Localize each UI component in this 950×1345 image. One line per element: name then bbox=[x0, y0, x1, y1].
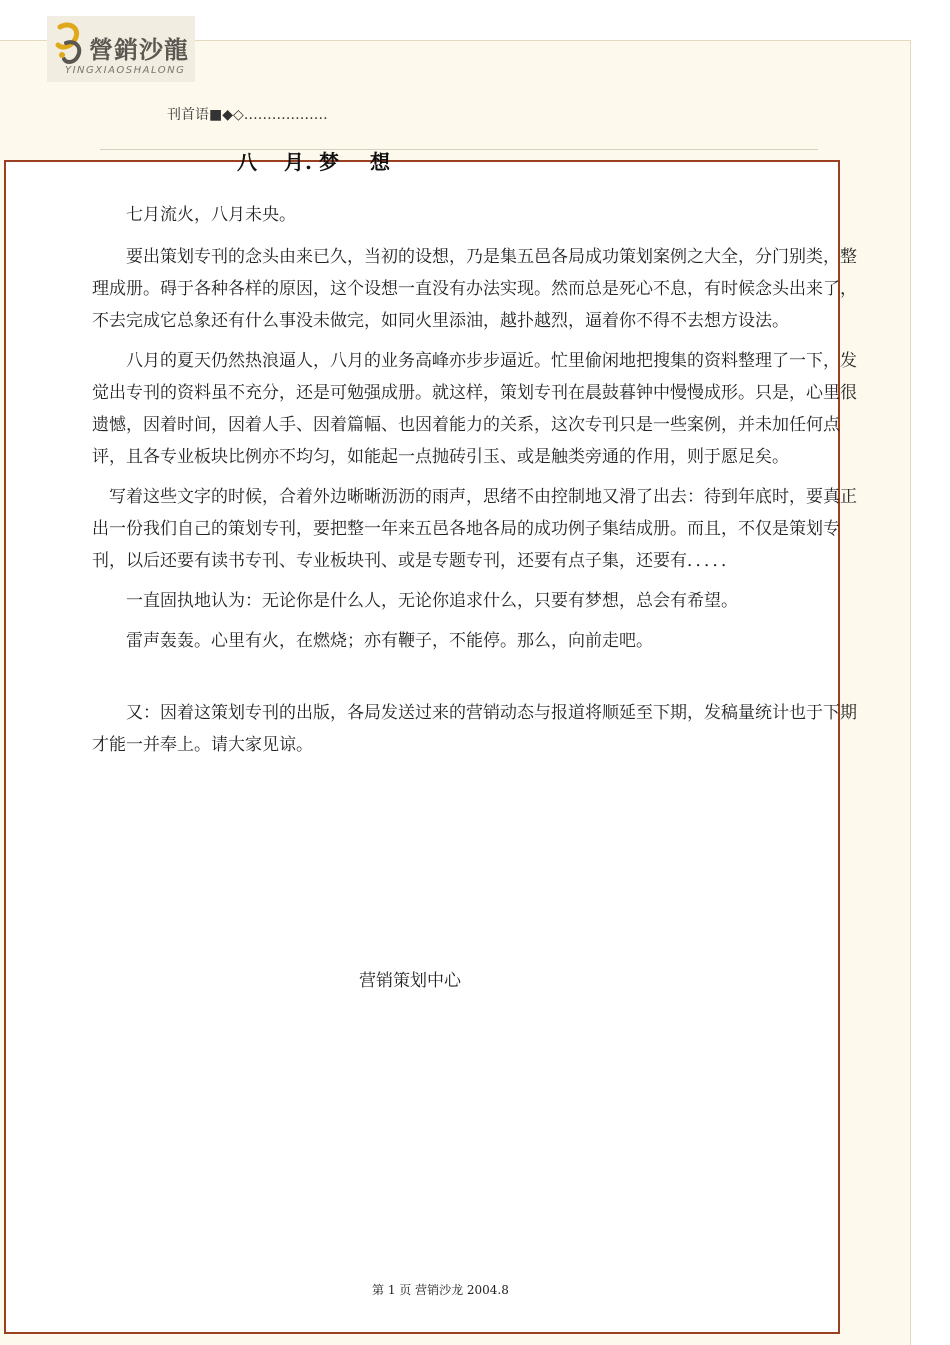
column-tag: 刊首语■◆◇……………… bbox=[167, 107, 328, 123]
paragraph: 八月的夏天仍然热浪逼人，八月的业务高峰亦步步逼近。忙里偷闲地把搜集的资料整理了一下，发觉出专刊的资料虽不充分，还是可勉强成册。就这样，策划专刊在晨鼓暮钟中慢慢成形。只是，心里很遗憾，因着时间，因着人手、因着篇幅、也因着能力的关系，这次专刊只是一些案例，并未加任何点评，且各专业板块比例亦不均匀，如能起一点抛砖引玉、或是触类旁通的作用，则于愿足矣。 bbox=[92, 351, 857, 467]
paragraph: 一直固执地认为：无论你是什么人，无论你追求什么，只要有梦想，总会有希望。 bbox=[126, 591, 738, 611]
title-char: 月. bbox=[284, 150, 313, 174]
logo-subtitle: YINGXIAOSHALONG bbox=[65, 65, 186, 76]
title-char: 想 bbox=[369, 150, 391, 174]
postscript: 又：因着这策划专刊的出版，各局发送过来的营销动态与报道将顺延至下期，发稿量统计也于下期才能一并奉上。请大家见谅。 bbox=[92, 703, 857, 755]
title-char: 梦 bbox=[318, 150, 340, 174]
signature: 营销策划中心 bbox=[359, 971, 461, 991]
paragraph: 要出策划专刊的念头由来已久，当初的设想，乃是集五邑各局成功策划案例之大全，分门别类，整理成册。碍于各种各样的原因，这个设想一直没有办法实现。然而总是死心不息，有时候念头出来了，不去完成它总象还有什么事没未做完，如同火里添油，越扑越烈，逼着你不得不去想方设法。 bbox=[92, 247, 857, 331]
page-footer: 第 1 页 营销沙龙 2004.8 bbox=[372, 1283, 509, 1297]
header-divider bbox=[100, 149, 818, 150]
paragraph: 写着这些文字的时候，合着外边晰晰沥沥的雨声，思绪不由控制地又滑了出去：待到年底时，要真正出一份我们自己的策划专刊，要把整一年来五邑各地各局的成功例子集结成册。而且，不仅是策划专刊，以后还要有读书专刊、专业板块刊、或是专题专刊，还要有点子集，还要有．．．．． bbox=[92, 487, 857, 571]
logo-name: 營銷沙龍 bbox=[89, 36, 189, 64]
paragraph: 雷声轰轰。心里有火，在燃烧；亦有鞭子，不能停。那么，向前走吧。 bbox=[126, 631, 653, 651]
title-char: 八 bbox=[237, 150, 258, 174]
logo bbox=[47, 16, 195, 82]
article-body bbox=[92, 199, 872, 769]
paragraph: 七月流火，八月未央。 bbox=[126, 205, 296, 225]
page-title bbox=[237, 146, 391, 175]
